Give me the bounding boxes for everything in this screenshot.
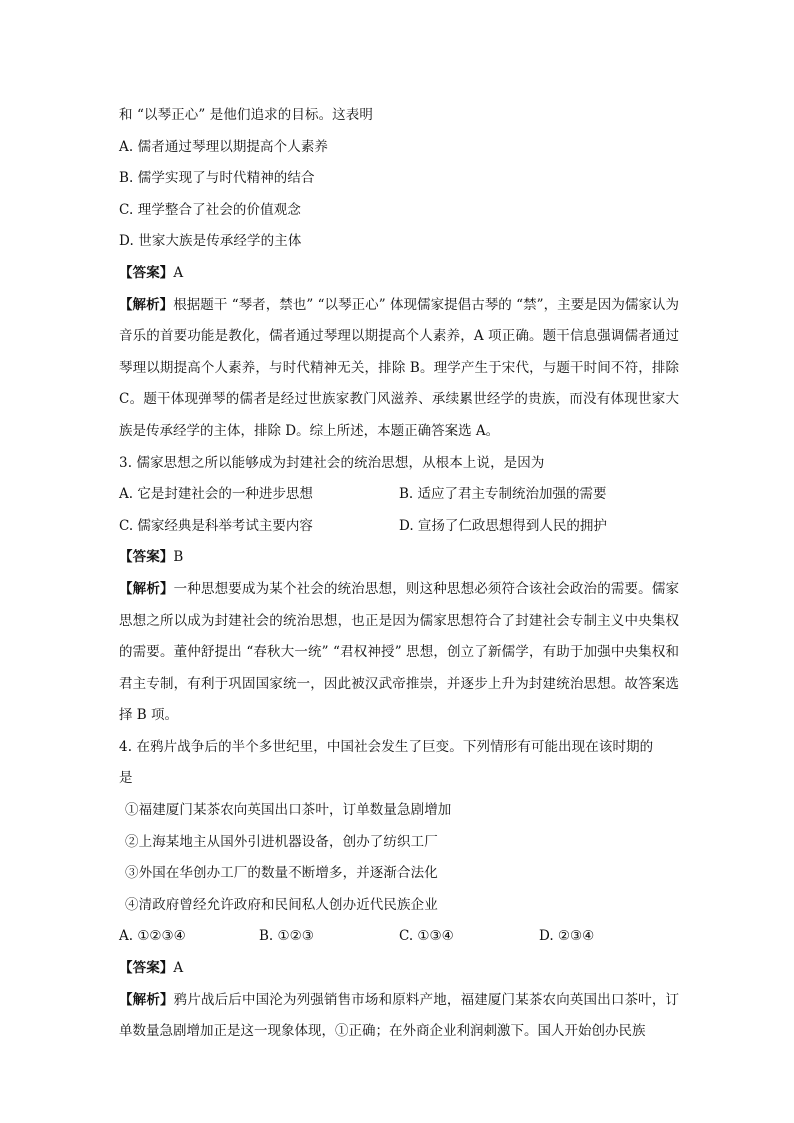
q2-answer-label: 【答案】 [119, 264, 174, 281]
q4-analysis-text: 鸦片战后后中国沦为列强销售市场和原料产地，福建厦门某茶农向英国出口茶叶，订单数量急剧增加正是这一现象体现，①正确；在外商企业利润刺激下。国人开始创办民族 [119, 991, 680, 1040]
q4-answer-value: A [173, 960, 184, 977]
q3-analysis [119, 574, 679, 732]
q4-option-b: B. ①②③ [259, 928, 314, 945]
q3-analysis-label: 【解析】 [119, 580, 174, 597]
q2-option-c: C. 理学整合了社会的价值观念 [119, 201, 301, 218]
q3-stem: 3. 儒家思想之所以能够成为封建社会的统治思想，从根本上说，是因为 [119, 454, 545, 471]
q3-option-c: C. 儒家经典是科举考试主要内容 [119, 517, 313, 534]
q3-answer [119, 542, 679, 574]
q4-answer-label: 【答案】 [119, 960, 174, 977]
q4-options-row [119, 921, 679, 953]
q4-analysis-label: 【解析】 [119, 991, 174, 1008]
q2-answer [119, 258, 679, 290]
q3-answer-label: 【答案】 [119, 549, 174, 566]
q2-answer-value: A [173, 264, 184, 281]
q3-option-b: B. 适应了君主专制统治加强的需要 [399, 486, 607, 503]
q4-option-a: A. ①②③④ [119, 928, 186, 945]
q3-option-a: A. 它是封建社会的一种进步思想 [119, 486, 313, 503]
q2-option-d: D. 世家大族是传承经学的主体 [119, 233, 302, 250]
q4-stem-line-1: 4. 在鸦片战争后的半个多世纪里，中国社会发生了巨变。下列情形有可能出现在该时期的 [119, 738, 654, 755]
q4-item-4: ④清政府曾经允许政府和民间私人创办近代民族企业 [125, 896, 438, 913]
q3-analysis-text: 一种思想要成为某个社会的统治思想，则这种思想必须符合该社会政治的需要。儒家思想之所以成为封建社会的统治思想，也正是因为儒家思想符合了封建社会专制主义中央集权的需要。董仲舒提出 “春秋大一统” “君权神授” 思想，创立了新儒学，有助于加强中央集权和君主专制，有利于巩固国家统一，因此被汉武帝推崇，并逐步上升为封建统治思想。故答案选择 B 项。 [119, 580, 680, 724]
q3-option-d: D. 宣扬了仁政思想得到人民的拥护 [399, 517, 607, 534]
document-page [119, 100, 679, 1048]
q4-answer [119, 953, 679, 985]
q2-option-b: B. 儒学实现了与时代精神的结合 [119, 170, 315, 187]
q4-option-c: C. ①③④ [399, 928, 454, 945]
q4-item-2: ②上海某地主从国外引进机器设备，创办了纺织工厂 [125, 833, 438, 850]
q2-option-a: A. 儒者通过琴理以期提高个人素养 [119, 138, 329, 155]
q2-analysis-label: 【解析】 [119, 296, 174, 313]
q2-analysis [119, 290, 679, 448]
q4-stem-line-2: 是 [119, 770, 133, 787]
q2-stem-tail: 和 “以琴正心” 是他们追求的目标。这表明 [119, 107, 373, 123]
q4-option-d: D. ②③④ [539, 928, 595, 945]
q4-item-1: ①福建厦门某茶农向英国出口茶叶，订单数量急剧增加 [125, 802, 452, 819]
q3-options-row-1 [119, 479, 679, 511]
q3-answer-value: B [173, 549, 184, 566]
q2-analysis-text: 根据题干 “琴者，禁也” “以琴正心” 体现儒家提倡古琴的 “禁”，主要是因为儒家认为音乐的首要功能是教化，儒者通过琴理以期提高个人素养，A 项正确。题干信息强调儒者通过琴理以期提高个人素养，与时代精神无关，排除 B。理学产生于宋代，与题干时间不符，排除 C。题干体现弹琴的儒者是经过世族家教门风滋养、承续累世经学的贵族，而没有体现世家大族是传承经学的主体，排除 D。综上所述，本题正确答案选 A。 [119, 296, 680, 439]
q4-analysis [119, 985, 679, 1048]
q4-item-3: ③外国在华创办工厂的数量不断增多，并逐渐合法化 [125, 865, 438, 882]
q3-options-row-2 [119, 511, 679, 543]
